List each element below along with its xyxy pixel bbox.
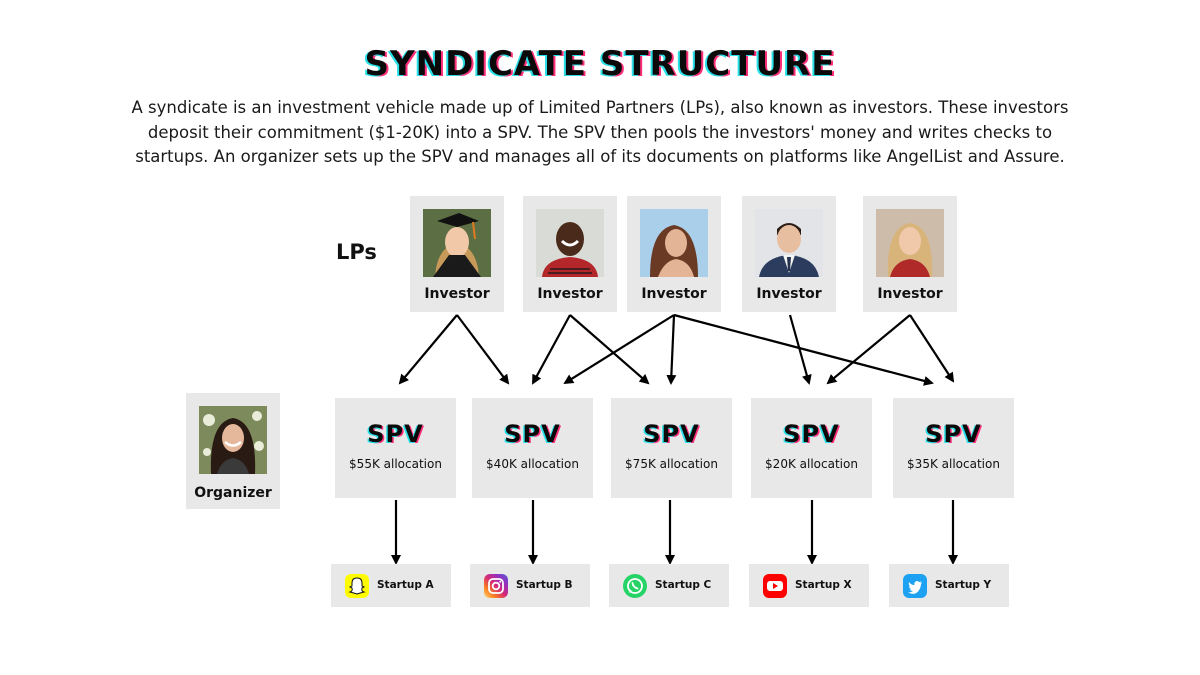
investor-photo bbox=[423, 209, 491, 277]
youtube-icon bbox=[763, 574, 787, 598]
snapchat-icon bbox=[345, 574, 369, 598]
spv-card-2 bbox=[472, 398, 593, 498]
spv-card-5 bbox=[893, 398, 1014, 498]
description-paragraph: A syndicate is an investment vehicle made up of Limited Partners (LPs), also known as investors. These investors deposit their commitment ($1-20K) into a SPV. The SPV then pools the investors' money and writes checks to startups. An organizer sets up the SPV and manages all of its documents on platforms like AngelList and Assure. bbox=[131, 98, 1069, 166]
arrow-investor1-spv1 bbox=[400, 315, 457, 383]
investor-label: Investor bbox=[641, 286, 707, 302]
startup-name: Startup X bbox=[795, 579, 852, 591]
investor-photo bbox=[755, 209, 823, 277]
startup-card-x bbox=[749, 564, 869, 607]
investor-label: Investor bbox=[877, 286, 943, 302]
arrow-investor3-spv5 bbox=[674, 315, 932, 383]
spv-title: SPV bbox=[367, 420, 424, 448]
investor-card-4 bbox=[742, 196, 836, 312]
arrow-investor5-spv4 bbox=[828, 315, 910, 383]
investor-photo bbox=[640, 209, 708, 277]
startup-card-c bbox=[609, 564, 729, 607]
spv-allocation: $75K allocation bbox=[625, 457, 718, 471]
startup-card-b bbox=[470, 564, 590, 607]
lps-label: LPs bbox=[336, 240, 377, 264]
organizer-card bbox=[186, 393, 280, 509]
spv-allocation: $20K allocation bbox=[765, 457, 858, 471]
twitter-icon bbox=[903, 574, 927, 598]
investor-photo bbox=[536, 209, 604, 277]
spv-title: SPV bbox=[783, 420, 840, 448]
instagram-icon bbox=[484, 574, 508, 598]
spv-card-4 bbox=[751, 398, 872, 498]
arrow-investor2-spv2 bbox=[533, 315, 570, 383]
startup-name: Startup Y bbox=[935, 579, 992, 591]
whatsapp-icon bbox=[623, 574, 647, 598]
spv-allocation: $55K allocation bbox=[349, 457, 442, 471]
investor-card-5 bbox=[863, 196, 957, 312]
organizer-photo bbox=[199, 406, 267, 474]
investor-card-3 bbox=[627, 196, 721, 312]
spv-allocation: $40K allocation bbox=[486, 457, 579, 471]
arrow-investor3-spv3 bbox=[671, 315, 674, 383]
startup-card-a bbox=[331, 564, 451, 607]
organizer-label: Organizer bbox=[194, 485, 272, 501]
spv-title: SPV bbox=[925, 420, 982, 448]
arrow-investor5-spv5 bbox=[910, 315, 953, 381]
investor-label: Investor bbox=[424, 286, 490, 302]
startup-name: Startup A bbox=[377, 579, 434, 591]
investor-label: Investor bbox=[537, 286, 603, 302]
investor-photo bbox=[876, 209, 944, 277]
spv-allocation: $35K allocation bbox=[907, 457, 1000, 471]
startup-name: Startup C bbox=[655, 579, 712, 591]
investor-card-1 bbox=[410, 196, 504, 312]
investor-card-2 bbox=[523, 196, 617, 312]
arrow-investor1-spv2 bbox=[457, 315, 508, 383]
page-title: SYNDICATE STRUCTURE bbox=[364, 44, 836, 84]
spv-title: SPV bbox=[504, 420, 561, 448]
spv-card-1 bbox=[335, 398, 456, 498]
investor-label: Investor bbox=[756, 286, 822, 302]
startup-name: Startup B bbox=[516, 579, 573, 591]
spv-title: SPV bbox=[643, 420, 700, 448]
startup-card-y bbox=[889, 564, 1009, 607]
spv-card-3 bbox=[611, 398, 732, 498]
